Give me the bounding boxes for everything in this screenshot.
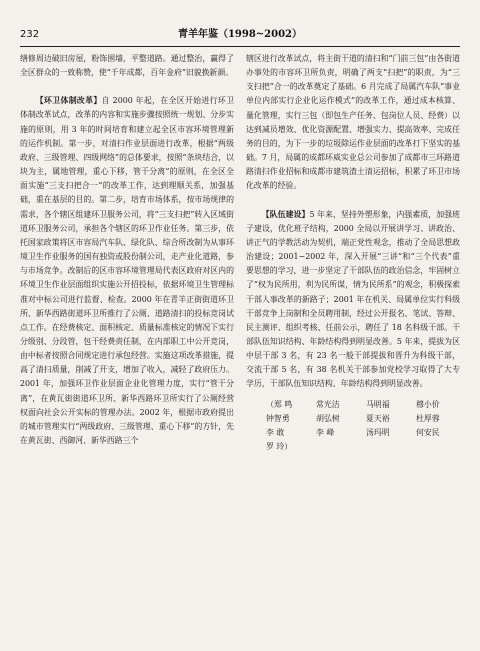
section-body-team-building: 5 年来，坚持外塑形象，内强素质，加强班子建设，优化班子结构，2000 全局以开展讲学习、讲政治、讲正气的学教活动为契机，端正党性观念，推动了全局思想政治建设；2001~2002 年，深入开展“三讲”和“三个代表”重要思想的学习，进一步坚定了干部队伍的政治信念，牢固树立了“权为民所用，利为民所谋，情为民所系”的观念，积极探索干部人事改革的新路子；2001 年在机关、局属单位实行科级干部竞争上岗制和全员聘用制，经过公开报名、笔试、答辩、民主测评、组织考核、任前公示，聘任了 18 名科级干部。干部队伍知识结构、年龄结构得到明显改善。5 年来，提拔为区中层干部 3 名，有 23 名一般干部提拔和晋升为科级干部，交流干部 5 名，有 38 名机关干部参加党校学习取得了大专学历，干部队伍知识结构、年龄结构得到明显改善。 — [246, 209, 460, 389]
author-name: （郑 鸣 — [266, 399, 293, 409]
section-team-building — [246, 208, 460, 392]
author-name: 罗 玲） — [266, 441, 293, 451]
left-continuation-paragraph: 缮修周边破旧房屋，粉饰围墙，平整道路。通过整治，赢得了全区群众的一致称赞，使“千年成都，百年金府”旧貌换新颜。 — [20, 54, 234, 78]
page-header — [20, 28, 460, 42]
section-heading-sanitation-reform: 【环卫体制改革】 — [35, 96, 102, 106]
author-name: 钟智勇 — [266, 413, 290, 423]
author-name: 李 峰 — [316, 427, 335, 437]
author-name: 马明福 — [366, 399, 390, 409]
right-continuation-paragraph: 辖区进行改革试点，将主街干道的清扫和“门前三包”由各街道办事处的市容环卫所负责，明确了两支“扫把”的职责，为“三支扫把”合一的改革奠定了基础。6 月完成了局属汽车队“事业单位内部实行企业化运作模式”的改革工作，通过成本核算、量化管理，实行三包（即包生产任务、包岗位人员、经费）以达到减员增效、优化资源配置、增强实力、提高效率、完成任务的目的，为下一步的垃圾除运作业层面的改革打下坚实的基础。7 月，局属的成都环威实业总公司参加了成都市三环路道路清扫作业招标和成都市建筑渣土清运招标，积累了环卫市场化改革的经验。 — [246, 54, 460, 191]
author-name: 夏天裕 — [366, 413, 390, 423]
author-name: 杜厚蓉 — [416, 413, 440, 423]
author-name: 李 敢 — [266, 427, 285, 437]
right-column — [246, 52, 460, 632]
paragraph-gap — [20, 80, 234, 94]
author-name: 何安民 — [416, 427, 440, 437]
author-name: 胡弘树 — [316, 413, 340, 423]
paragraph-gap — [246, 194, 460, 208]
page-number: 232 — [20, 29, 40, 40]
section-heading-team-building: 【队伍建设】 — [261, 209, 310, 219]
author-name: 穆小价 — [416, 399, 440, 409]
author-name: 汤玛明 — [366, 427, 390, 437]
author-name: 常光洁 — [316, 399, 340, 409]
running-title: 青羊年鉴（1998~2002） — [177, 29, 303, 40]
author-credits — [246, 398, 460, 454]
header-rule — [20, 46, 460, 47]
body-columns — [20, 52, 460, 632]
section-body-sanitation-reform: 自 2000 年起，在全区开始进行环卫体制改革试点，改革的内容和实施步骤按照统一规划、分步实施的原则，用 3 年的时间培育和建立起全区市容环境管理新的运作机制。第一步，对清扫作业层面进行改革，根据“两级政府、三级管理、四级网络”的总体要求，按照“条块结合，以块为主，属地管理，重心下移，管干分离”的原则，在全区全面实施“三支扫把合一”的改革工作，达到理顺关系，加强基础，重在基层的目的。第二步，培育市场体系，按市场规律的需求，各个辖区组建环卫服务公司，将“三支扫把”转入区域街道环卫服务公司，承担各个辖区的环卫作业任务。第三步，依托国家政策将区市容局汽车队、绿化队、综合所改制为从事环境卫生作业服务的国有独资或股份制公司，走产业化道路，参与市场竞争。改制后的区市容环境管理局代表区政府对区内的环境卫生作业层面组织实施公开招投标，依据环境卫生管理标准对中标公司进行监督、检查。2000 年在青羊正街街道环卫所、新华西路街道环卫所推行了公厕、道路清扫的投标竞岗试点工作。在经费核定、面积核定、质量标准核定的情况下实行分级别、分段管，包干经费责任制，在内部职工中公开竞岗，由中标者按照合同规定进行承包经营。实施这项改革措施，提高了清扫质量，削减了开支，增加了收入，减轻了政府压力。2001 年，加强环卫作业层面企业化管理力度，实行“管干分离”，在黄瓦街街道环卫所、新华西路环卫所实行了公厕经营权面向社会公开实标的管理办法。2002 年，根据市政府提出的城市管理实行“两级政府、三级管理、重心下移”的方针，先在黄瓦街、西御河、新华西路三个 — [20, 96, 234, 446]
left-column — [20, 52, 234, 632]
section-sanitation-reform — [20, 94, 234, 448]
